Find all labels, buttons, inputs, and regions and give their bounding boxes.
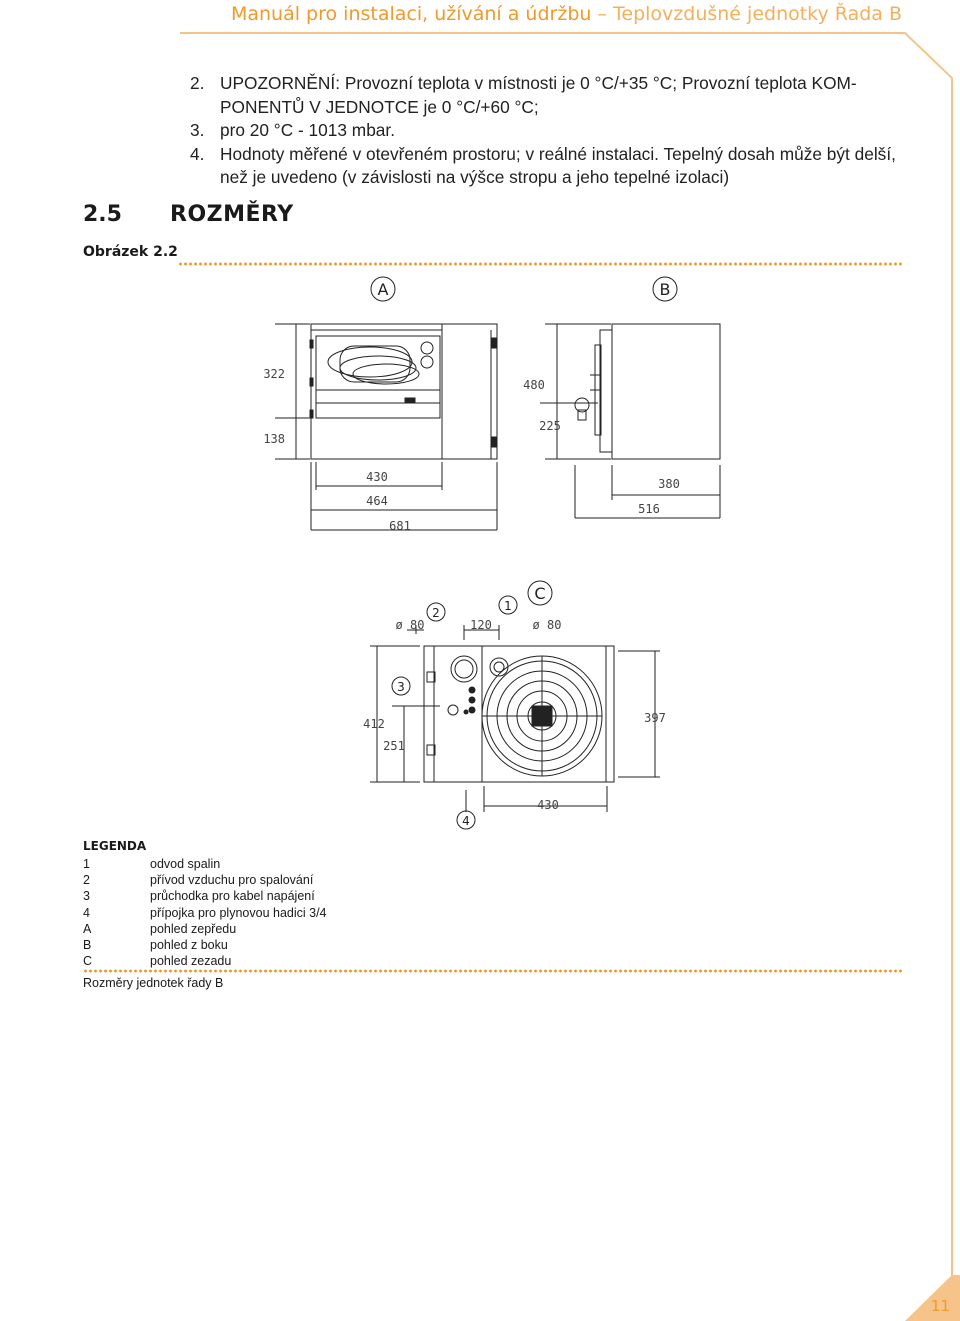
dim-397: 397 bbox=[644, 711, 666, 725]
dim-430-rear: 430 bbox=[537, 798, 559, 812]
legend-list bbox=[83, 856, 327, 969]
note-text: Hodnoty měřené v otevřeném prostoru; v reálné instalaci. Tepelný dosah může být delší, než je uvedeno (v závislosti na výšce stropu a jeho tepelné izolaci) bbox=[220, 143, 896, 187]
note-text: UPOZORNĚNÍ: Provozní teplota v místnosti je 0 °C/+35 °C; Provozní teplota KOM-PONENTŮ V JEDNOTCE je 0 °C/+60 °C; bbox=[220, 73, 857, 117]
legend-title: LEGENDA bbox=[83, 839, 147, 853]
note-text: pro 20 °C - 1013 mbar. bbox=[220, 120, 396, 140]
legend-item bbox=[83, 921, 327, 937]
legend-item bbox=[83, 888, 327, 904]
side-view-unit bbox=[575, 324, 720, 459]
legend-text: průchodka pro kabel napájení bbox=[150, 889, 315, 904]
legend-key: 2 bbox=[83, 873, 90, 888]
legend-key: B bbox=[83, 938, 92, 953]
page-number: 11 bbox=[930, 1297, 950, 1315]
marker-3: 3 bbox=[397, 680, 405, 694]
marker-1: 1 bbox=[504, 599, 512, 613]
front-view-unit bbox=[310, 324, 497, 459]
figure-label: Obrázek 2.2 bbox=[83, 244, 178, 260]
dim-120: 120 bbox=[470, 618, 492, 632]
section-number: 2.5 bbox=[83, 202, 122, 227]
note-number: 4. bbox=[190, 143, 205, 164]
dim-diameter-80-right: ø 80 bbox=[532, 618, 562, 632]
dim-225: 225 bbox=[539, 419, 561, 433]
dim-516: 516 bbox=[638, 502, 660, 516]
legend-key: C bbox=[83, 954, 93, 969]
legend-text: odvod spalin bbox=[150, 857, 221, 871]
rear-view-unit bbox=[424, 646, 614, 782]
marker-2: 2 bbox=[432, 606, 440, 620]
dim-138: 138 bbox=[263, 432, 285, 446]
dim-322: 322 bbox=[263, 367, 285, 381]
legend-text: pohled zezadu bbox=[150, 954, 232, 969]
view-label-b: B bbox=[659, 280, 671, 299]
header-title: Manuál pro instalaci, užívání a údržbu bbox=[230, 3, 592, 25]
legend-item bbox=[83, 856, 327, 872]
dim-412: 412 bbox=[363, 717, 385, 731]
figure-caption: Rozměry jednotek řady B bbox=[83, 976, 224, 990]
legend-text: přívod vzduchu pro spalování bbox=[150, 873, 314, 888]
note-number: 3. bbox=[190, 120, 205, 140]
section-title: ROZMĚRY bbox=[170, 202, 294, 227]
legend-key: 3 bbox=[83, 889, 90, 904]
dim-464: 464 bbox=[366, 494, 388, 508]
legend-key: 1 bbox=[83, 857, 90, 871]
legend-item bbox=[83, 953, 327, 969]
legend-text: pohled z boku bbox=[150, 938, 228, 953]
dim-430-front: 430 bbox=[366, 470, 388, 484]
marker-4: 4 bbox=[462, 814, 470, 828]
legend-item bbox=[83, 872, 327, 888]
legend-key: 4 bbox=[83, 905, 90, 920]
legend-text: pohled zepředu bbox=[150, 921, 237, 936]
legend-item bbox=[83, 905, 327, 921]
legend-key: A bbox=[83, 921, 92, 936]
legend-item bbox=[83, 937, 327, 953]
header-subtitle: Teplovzdušné jednotky Řada B bbox=[613, 3, 902, 25]
view-label-a: A bbox=[377, 280, 389, 299]
legend-text: přípojka pro plynovou hadici 3/4 bbox=[150, 905, 327, 920]
dim-diameter-80-left: ø 80 bbox=[395, 618, 425, 632]
view-label-c: C bbox=[534, 584, 546, 603]
dim-681: 681 bbox=[389, 519, 411, 533]
header-separator: – bbox=[597, 3, 607, 25]
dotted-divider-bottom bbox=[83, 969, 903, 973]
note-number: 2. bbox=[190, 73, 205, 93]
dim-251: 251 bbox=[383, 739, 405, 753]
dim-480: 480 bbox=[523, 378, 545, 392]
dim-380: 380 bbox=[658, 477, 680, 491]
